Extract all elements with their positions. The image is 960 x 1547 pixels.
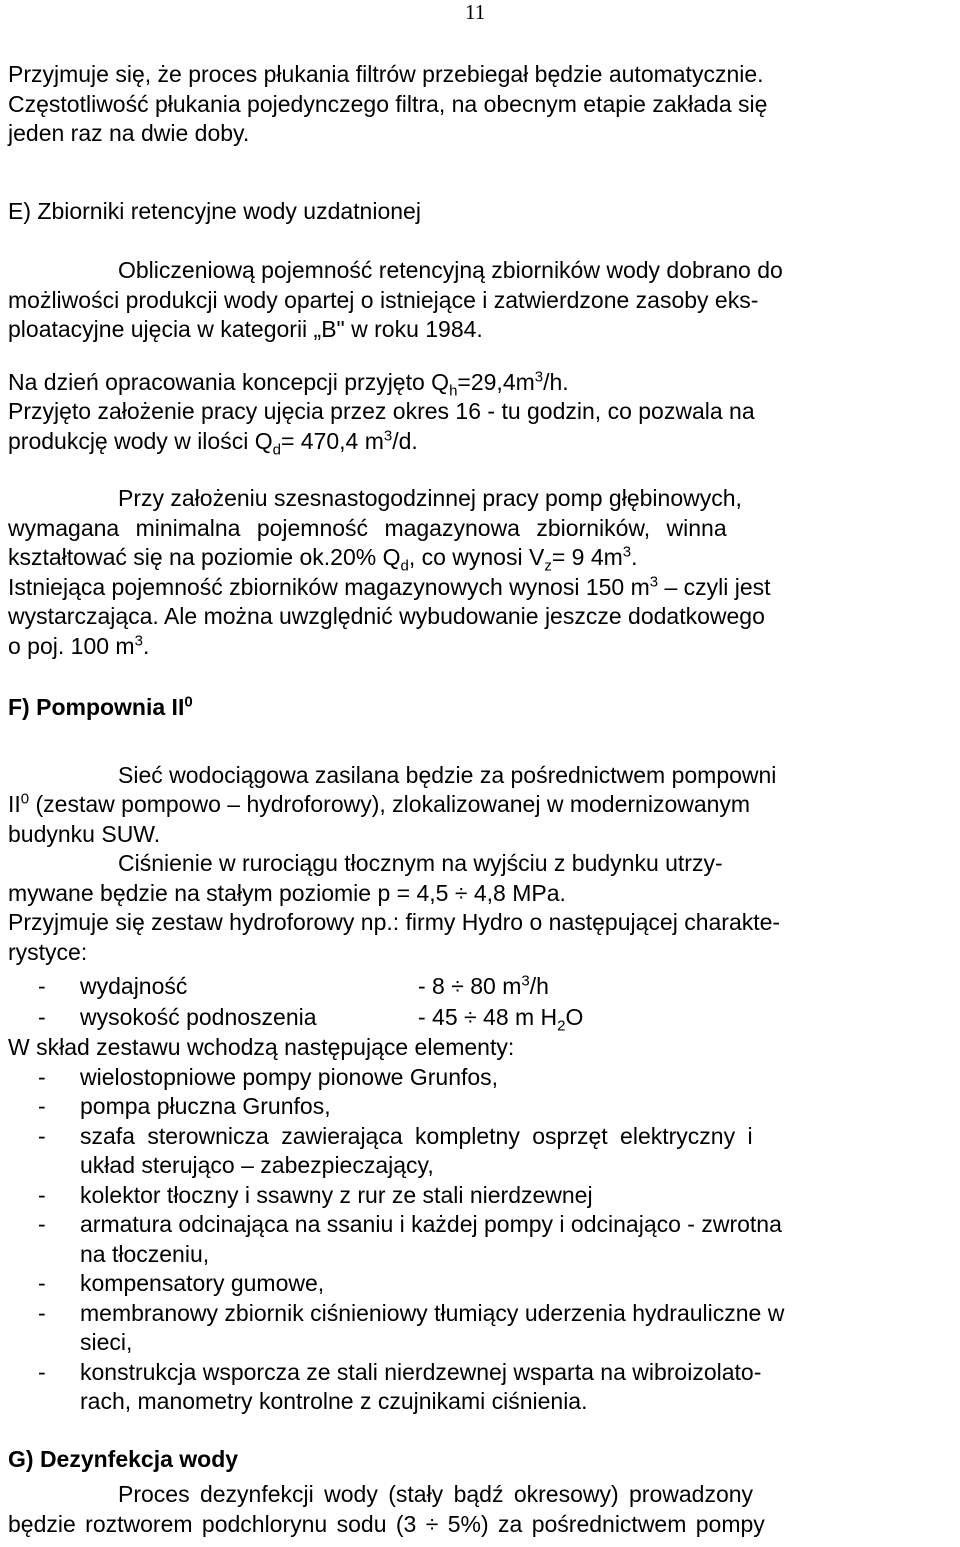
text-line: wystarczająca. Ale można uwzględnić wybudowanie jeszcze dodatkowego <box>8 603 765 629</box>
document-body <box>8 60 954 1539</box>
list-item: - wielostopniowe pompy pionowe Grunfos, <box>38 1063 499 1090</box>
section-e-heading: E) Zbiorniki retencyjne wody uzdatnionej <box>8 197 421 224</box>
section-e <box>8 197 954 662</box>
text-line: budynku SUW. <box>8 820 161 847</box>
list-item-continuation: rach, manometry kontrolne z czujnikami ciśnienia. <box>80 1388 588 1414</box>
list-item: - armatura odcinająca na ssaniu i każdej pompy i odcinająco - zwrotna <box>38 1211 782 1237</box>
list-item: - kolektor tłoczny i ssawny z rur ze stali nierdzewnej <box>38 1181 593 1208</box>
list-item-continuation: na tłoczeniu, <box>80 1240 210 1267</box>
param-name: wydajność <box>80 973 188 999</box>
list-item-continuation: układ sterująco – zabezpieczający, <box>80 1152 434 1178</box>
vz-line: kształtować się na poziomie ok.20% $Q_d$, co wynosi $V_z= 9$ $4m^3$. <box>8 543 638 575</box>
text-line: Przyjmuje się zestaw hydroforowy np.: firmy Hydro o następującej charakte- <box>8 909 781 935</box>
param-name: wysokość podnoszenia <box>80 1004 317 1030</box>
text-line: rystyce: <box>8 938 88 965</box>
text-line: Częstotliwość płukania pojedynczego filtra, na obecnym etapie zakłada się <box>8 90 768 117</box>
page-number: 11 <box>465 0 486 24</box>
param-row: - wydajność - 8 ÷ 80 $m^3/h$ <box>8 971 954 1002</box>
text-line: Sieć wodociągowa zasilana będzie za pośrednictwem pompowni <box>118 761 777 788</box>
intro-paragraph <box>8 60 954 149</box>
text-line: Przyjęto założenie pracy ujęcia przez okres 16 - tu godzin, co pozwala na <box>8 398 755 424</box>
text-line: Obliczeniową pojemność retencyjną zbiorników wody dobrano do <box>118 257 783 283</box>
text-line: $II^0$ (zestaw pompowo – hydroforowy), zlokalizowanej w modernizowanym <box>8 790 751 817</box>
section-g <box>8 1445 954 1540</box>
text-line: o poj. 100 $m^3$. <box>8 631 150 659</box>
param-value: - 8 ÷ 80 $m^3/h$ <box>418 972 549 999</box>
text-line: będzie roztworem podchlorynu sodu (3 ÷ 5%) za pośrednictwem pompy <box>8 1510 765 1537</box>
text-line: mywane będzie na stałym poziomie p = 4,5 ÷ 4,8 MPa. <box>8 879 566 906</box>
section-f-heading: F) Pompownia $II^0$ <box>8 693 193 720</box>
text-line: Ciśnienie w rurociągu tłocznym na wyjściu z budynku utrzy- <box>118 850 723 876</box>
text-line: ploatacyjne ujęcia w kategorii „B" w roku 1984. <box>8 316 483 342</box>
text-line: możliwości produkcji wody opartej o istniejące i zatwierdzone zasoby eks- <box>8 286 759 313</box>
param-row: - wysokość podnoszenia - 45 ÷ 48 m $H_2O$ <box>8 1002 954 1033</box>
element-list <box>8 1063 954 1417</box>
list-item: - konstrukcja wsporcza ze stali nierdzewnej wsparta na wibroizolato- <box>38 1358 762 1385</box>
text-line: wymagana minimalna pojemność magazynowa zbiorników, winna <box>8 514 727 541</box>
qd-line: produkcję wody w ilości $Q_d= 470,4$ $m^3/d$. <box>8 426 418 459</box>
text-line: Przyjmuje się, że proces płukania filtrów przebiegał będzie automatycznie. <box>8 61 764 87</box>
text-line: Przy założeniu szesnastogodzinnej pracy pomp głębinowych, <box>118 485 742 511</box>
list-item: - membranowy zbiornik ciśnieniowy tłumiący uderzenia hydrauliczne w <box>38 1299 785 1326</box>
qh-line: Na dzień opracowania koncepcji przyjęto $Q_h=29,4m^3/h$. <box>8 367 569 400</box>
parameter-list <box>8 971 954 1033</box>
text-line: jeden raz na dwie doby. <box>8 120 250 146</box>
list-item-continuation: sieci, <box>80 1329 133 1355</box>
list-item: - pompa płuczna Grunfos, <box>38 1093 331 1119</box>
section-g-heading: G) Dezynfekcja wody <box>8 1445 239 1472</box>
list-item: - szafa sterownicza zawierająca kompletny osprzęt elektryczny i <box>38 1122 753 1149</box>
section-f <box>8 693 954 1417</box>
capacity-line: Istniejąca pojemność zbiorników magazynowych wynosi 150 $m^3$ – czyli jest <box>8 572 771 600</box>
list-item: - kompensatory gumowe, <box>38 1270 325 1296</box>
text-line: Proces dezynfekcji wody (stały bądź okresowy) prowadzony <box>118 1481 754 1507</box>
text-line: W skład zestawu wchodzą następujące elementy: <box>8 1034 515 1060</box>
param-value: - 45 ÷ 48 m $H_2O$ <box>418 1004 584 1035</box>
